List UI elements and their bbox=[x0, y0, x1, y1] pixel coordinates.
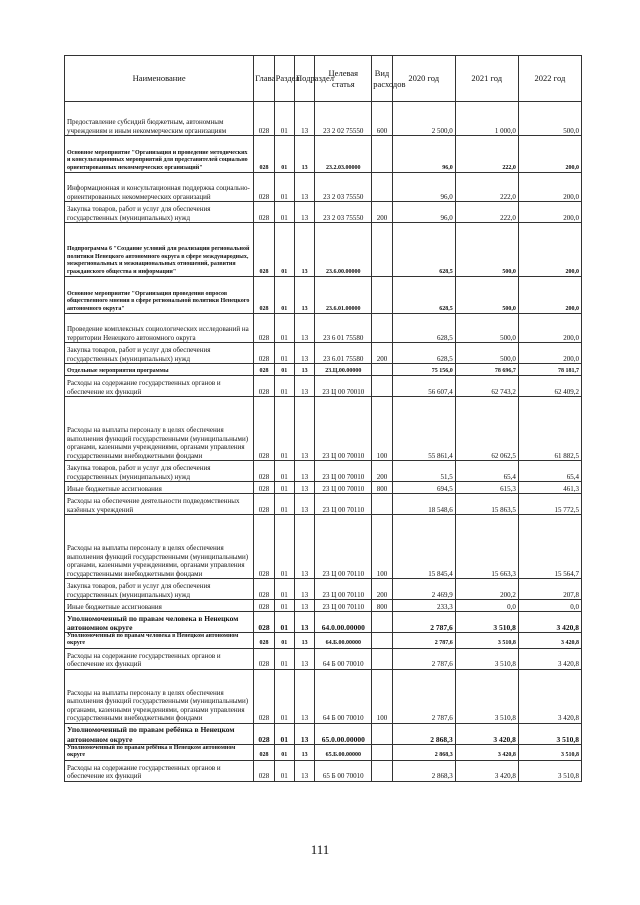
row-value-2020: 2 868,3 bbox=[392, 760, 455, 781]
row-value-2020: 2 787,6 bbox=[392, 648, 455, 669]
row-podrazdel: 13 bbox=[294, 482, 314, 494]
row-value-2022: 78 181,7 bbox=[518, 364, 581, 376]
row-article: 64.Б.00.00000 bbox=[315, 633, 372, 649]
row-name: Уполномоченный по правам человека в Ненецком автономном округе bbox=[65, 612, 254, 633]
row-value-2022: 3 510,8 bbox=[518, 744, 581, 760]
row-value-2022: 3 420,8 bbox=[518, 612, 581, 633]
row-razdel: 01 bbox=[274, 314, 294, 343]
row-value-2021: 62 062,5 bbox=[455, 397, 518, 461]
row-name: Отдельные мероприятия программы bbox=[65, 364, 254, 376]
row-value-2021: 500,0 bbox=[455, 314, 518, 343]
row-value-2020: 628,5 bbox=[392, 314, 455, 343]
row-razdel: 01 bbox=[274, 579, 294, 600]
row-value-2020: 2 868,3 bbox=[392, 744, 455, 760]
row-article: 23.2.03.00000 bbox=[315, 136, 372, 173]
table-body bbox=[65, 102, 582, 782]
row-value-2020: 2 500,0 bbox=[392, 102, 455, 136]
row-podrazdel: 13 bbox=[294, 633, 314, 649]
header-article: Целевая статья bbox=[315, 56, 372, 102]
row-value-2022: 200,0 bbox=[518, 136, 581, 173]
row-vid: 100 bbox=[372, 397, 392, 461]
row-name: Иные бюджетные ассигнования bbox=[65, 482, 254, 494]
row-razdel: 01 bbox=[274, 202, 294, 223]
row-value-2021: 15 863,5 bbox=[455, 494, 518, 515]
row-name: Закупка товаров, работ и услуг для обеспечения государственных (муниципальных) нужд bbox=[65, 461, 254, 482]
row-value-2021: 62 743,2 bbox=[455, 376, 518, 397]
row-value-2022: 200,0 bbox=[518, 314, 581, 343]
row-value-2020: 51,5 bbox=[392, 461, 455, 482]
table-row bbox=[65, 612, 582, 633]
row-value-2022: 200,0 bbox=[518, 277, 581, 314]
row-value-2021: 3 510,8 bbox=[455, 648, 518, 669]
table-row bbox=[65, 723, 582, 744]
row-value-2020: 15 845,4 bbox=[392, 515, 455, 579]
row-podrazdel: 13 bbox=[294, 397, 314, 461]
row-value-2022: 461,3 bbox=[518, 482, 581, 494]
row-glava: 028 bbox=[254, 376, 274, 397]
row-value-2021: 65,4 bbox=[455, 461, 518, 482]
row-podrazdel: 13 bbox=[294, 515, 314, 579]
row-glava: 028 bbox=[254, 648, 274, 669]
table-row bbox=[65, 102, 582, 136]
row-value-2021: 500,0 bbox=[455, 277, 518, 314]
row-podrazdel: 13 bbox=[294, 223, 314, 277]
row-article: 23 6.01 75580 bbox=[315, 343, 372, 364]
row-podrazdel: 13 bbox=[294, 760, 314, 781]
row-value-2022: 200,0 bbox=[518, 202, 581, 223]
row-podrazdel: 13 bbox=[294, 314, 314, 343]
row-value-2020: 628,5 bbox=[392, 223, 455, 277]
row-article: 64 Б 00 70010 bbox=[315, 648, 372, 669]
row-glava: 028 bbox=[254, 343, 274, 364]
row-article: 23 Ц 00 70110 bbox=[315, 579, 372, 600]
row-article: 65.0.00.00000 bbox=[315, 723, 372, 744]
row-glava: 028 bbox=[254, 223, 274, 277]
row-razdel: 01 bbox=[274, 223, 294, 277]
table-row bbox=[65, 648, 582, 669]
row-article: 23 Ц 00 70110 bbox=[315, 600, 372, 612]
row-podrazdel: 13 bbox=[294, 723, 314, 744]
row-podrazdel: 13 bbox=[294, 173, 314, 202]
table-row bbox=[65, 494, 582, 515]
row-name: Основное мероприятие "Организация и проведение методических и консультационных мероприятий для представителей социально ориентированных некоммерческих организаций" bbox=[65, 136, 254, 173]
table-row bbox=[65, 376, 582, 397]
row-razdel: 01 bbox=[274, 397, 294, 461]
row-vid bbox=[372, 223, 392, 277]
row-name: Уполномоченный по правам ребёнка в Ненецком автономном округе bbox=[65, 723, 254, 744]
row-razdel: 01 bbox=[274, 612, 294, 633]
row-value-2020: 2 469,9 bbox=[392, 579, 455, 600]
header-vid: Вид расходов bbox=[372, 56, 392, 102]
row-vid bbox=[372, 314, 392, 343]
row-vid: 200 bbox=[372, 461, 392, 482]
row-value-2021: 200,2 bbox=[455, 579, 518, 600]
table-row bbox=[65, 277, 582, 314]
row-razdel: 01 bbox=[274, 648, 294, 669]
row-vid bbox=[372, 760, 392, 781]
row-glava: 028 bbox=[254, 723, 274, 744]
row-glava: 028 bbox=[254, 744, 274, 760]
row-value-2022: 500,0 bbox=[518, 102, 581, 136]
table-row bbox=[65, 397, 582, 461]
row-glava: 028 bbox=[254, 482, 274, 494]
table-row bbox=[65, 314, 582, 343]
row-value-2022: 15 564,7 bbox=[518, 515, 581, 579]
row-vid bbox=[372, 612, 392, 633]
row-glava: 028 bbox=[254, 760, 274, 781]
row-name: Расходы на выплаты персоналу в целях обеспечения выполнения функций государственными (муниципальными) органами, казенными учреждениями, органами управления государственными внебюджетными фондами bbox=[65, 397, 254, 461]
row-glava: 028 bbox=[254, 277, 274, 314]
row-name: Закупка товаров, работ и услуг для обеспечения государственных (муниципальных) нужд bbox=[65, 343, 254, 364]
row-podrazdel: 13 bbox=[294, 494, 314, 515]
row-article: 23 2 02 75550 bbox=[315, 102, 372, 136]
table-row bbox=[65, 223, 582, 277]
row-value-2022: 200,0 bbox=[518, 173, 581, 202]
row-value-2020: 628,5 bbox=[392, 343, 455, 364]
row-glava: 028 bbox=[254, 202, 274, 223]
row-name: Подпрограмма 6 "Создание условий для реализации региональной политики Ненецкого автономного округа в сфере международных, межрегиональных и межнациональных отношений, развития гражданского общества и информации" bbox=[65, 223, 254, 277]
row-vid bbox=[372, 648, 392, 669]
row-value-2021: 3 510,8 bbox=[455, 612, 518, 633]
table-row bbox=[65, 744, 582, 760]
row-vid: 800 bbox=[372, 482, 392, 494]
row-value-2021: 500,0 bbox=[455, 223, 518, 277]
row-value-2022: 3 510,8 bbox=[518, 723, 581, 744]
row-razdel: 01 bbox=[274, 364, 294, 376]
row-name: Расходы на содержание государственных органов и обеспечение их функций bbox=[65, 760, 254, 781]
row-podrazdel: 13 bbox=[294, 600, 314, 612]
row-razdel: 01 bbox=[274, 494, 294, 515]
table-row bbox=[65, 515, 582, 579]
row-value-2022: 15 772,5 bbox=[518, 494, 581, 515]
row-value-2020: 96,0 bbox=[392, 202, 455, 223]
row-vid: 100 bbox=[372, 515, 392, 579]
row-value-2021: 1 000,0 bbox=[455, 102, 518, 136]
row-value-2020: 628,5 bbox=[392, 277, 455, 314]
row-value-2020: 694,5 bbox=[392, 482, 455, 494]
header-2020: 2020 год bbox=[392, 56, 455, 102]
row-name: Основное мероприятие "Организация проведения опросов общественного мнения в сфере региональной политики Ненецкого автономного округа" bbox=[65, 277, 254, 314]
row-article: 65.Б.00.00000 bbox=[315, 744, 372, 760]
row-podrazdel: 13 bbox=[294, 343, 314, 364]
row-glava: 028 bbox=[254, 515, 274, 579]
row-article: 23 Ц 00 70010 bbox=[315, 461, 372, 482]
row-name: Закупка товаров, работ и услуг для обеспечения государственных (муниципальных) нужд bbox=[65, 202, 254, 223]
table-row bbox=[65, 343, 582, 364]
row-value-2020: 2 787,6 bbox=[392, 612, 455, 633]
row-name: Проведение комплексных социологических исследований на территории Ненецкого автономного округа bbox=[65, 314, 254, 343]
row-razdel: 01 bbox=[274, 461, 294, 482]
row-value-2021: 222,0 bbox=[455, 173, 518, 202]
table-row bbox=[65, 173, 582, 202]
row-article: 23 2 03 75550 bbox=[315, 202, 372, 223]
row-article: 23 Ц 00 70010 bbox=[315, 397, 372, 461]
row-value-2022: 200,0 bbox=[518, 343, 581, 364]
table-row bbox=[65, 760, 582, 781]
row-razdel: 01 bbox=[274, 744, 294, 760]
row-vid bbox=[372, 136, 392, 173]
row-razdel: 01 bbox=[274, 102, 294, 136]
row-razdel: 01 bbox=[274, 482, 294, 494]
row-vid bbox=[372, 723, 392, 744]
row-razdel: 01 bbox=[274, 515, 294, 579]
row-name: Расходы на обеспечение деятельности подведомственных казённых учреждений bbox=[65, 494, 254, 515]
header-glava: Глава bbox=[254, 56, 274, 102]
row-razdel: 01 bbox=[274, 600, 294, 612]
row-podrazdel: 13 bbox=[294, 669, 314, 723]
row-glava: 028 bbox=[254, 494, 274, 515]
row-vid: 200 bbox=[372, 579, 392, 600]
row-name: Информационная и консультационная поддержка социально-ориентированных некоммерческих организаций bbox=[65, 173, 254, 202]
row-glava: 028 bbox=[254, 612, 274, 633]
row-name: Предоставление субсидий бюджетным, автономным учреждениям и иным некоммерческим организациям bbox=[65, 102, 254, 136]
row-value-2020: 2 787,6 bbox=[392, 669, 455, 723]
row-razdel: 01 bbox=[274, 136, 294, 173]
row-razdel: 01 bbox=[274, 277, 294, 314]
row-value-2021: 0,0 bbox=[455, 600, 518, 612]
row-article: 23.Ц.00.00000 bbox=[315, 364, 372, 376]
row-podrazdel: 13 bbox=[294, 648, 314, 669]
row-value-2022: 0,0 bbox=[518, 600, 581, 612]
row-value-2021: 222,0 bbox=[455, 202, 518, 223]
row-value-2021: 3 420,8 bbox=[455, 744, 518, 760]
row-podrazdel: 13 bbox=[294, 364, 314, 376]
row-glava: 028 bbox=[254, 364, 274, 376]
table-header-row bbox=[65, 56, 582, 102]
row-article: 23 Ц 00 70110 bbox=[315, 494, 372, 515]
row-glava: 028 bbox=[254, 102, 274, 136]
header-2021: 2021 год bbox=[455, 56, 518, 102]
header-2022: 2022 год bbox=[518, 56, 581, 102]
row-glava: 028 bbox=[254, 461, 274, 482]
row-glava: 028 bbox=[254, 579, 274, 600]
row-razdel: 01 bbox=[274, 669, 294, 723]
table-row bbox=[65, 202, 582, 223]
row-podrazdel: 13 bbox=[294, 579, 314, 600]
row-value-2020: 96,0 bbox=[392, 173, 455, 202]
row-article: 23.6.00.00000 bbox=[315, 223, 372, 277]
row-value-2022: 200,0 bbox=[518, 223, 581, 277]
row-value-2020: 55 861,4 bbox=[392, 397, 455, 461]
row-podrazdel: 13 bbox=[294, 744, 314, 760]
row-value-2021: 3 420,8 bbox=[455, 760, 518, 781]
row-podrazdel: 13 bbox=[294, 277, 314, 314]
row-article: 64.0.00.00000 bbox=[315, 612, 372, 633]
row-value-2022: 62 409,2 bbox=[518, 376, 581, 397]
row-value-2020: 2 868,3 bbox=[392, 723, 455, 744]
row-value-2022: 3 420,8 bbox=[518, 633, 581, 649]
row-podrazdel: 13 bbox=[294, 376, 314, 397]
row-vid bbox=[372, 494, 392, 515]
row-value-2021: 500,0 bbox=[455, 343, 518, 364]
row-glava: 028 bbox=[254, 669, 274, 723]
row-value-2021: 222,0 bbox=[455, 136, 518, 173]
row-value-2021: 15 663,3 bbox=[455, 515, 518, 579]
table-row bbox=[65, 579, 582, 600]
row-article: 23.6.01.00000 bbox=[315, 277, 372, 314]
row-razdel: 01 bbox=[274, 723, 294, 744]
row-podrazdel: 13 bbox=[294, 102, 314, 136]
row-vid: 100 bbox=[372, 669, 392, 723]
row-article: 23 2 03 75550 bbox=[315, 173, 372, 202]
row-vid bbox=[372, 364, 392, 376]
table-row bbox=[65, 633, 582, 649]
row-podrazdel: 13 bbox=[294, 461, 314, 482]
row-name: Расходы на выплаты персоналу в целях обеспечения выполнения функций государственными (муниципальными) органами, казенными учреждениями, органами управления государственными внебюджетными фондами bbox=[65, 515, 254, 579]
row-glava: 028 bbox=[254, 173, 274, 202]
row-razdel: 01 bbox=[274, 173, 294, 202]
page-number: 111 bbox=[310, 842, 330, 857]
row-vid bbox=[372, 633, 392, 649]
row-glava: 028 bbox=[254, 633, 274, 649]
table-row bbox=[65, 461, 582, 482]
row-article: 65 Б 00 70010 bbox=[315, 760, 372, 781]
row-name: Уполномоченный по правам человека в Ненецком автономном округе bbox=[65, 633, 254, 649]
row-value-2020: 2 787,6 bbox=[392, 633, 455, 649]
row-article: 23 Ц 00 70010 bbox=[315, 482, 372, 494]
row-value-2022: 3 420,8 bbox=[518, 669, 581, 723]
row-article: 23 Ц 00 70010 bbox=[315, 376, 372, 397]
table-row bbox=[65, 600, 582, 612]
row-vid: 800 bbox=[372, 600, 392, 612]
row-value-2020: 96,0 bbox=[392, 136, 455, 173]
row-name: Закупка товаров, работ и услуг для обеспечения государственных (муниципальных) нужд bbox=[65, 579, 254, 600]
table-row bbox=[65, 136, 582, 173]
row-vid: 200 bbox=[372, 343, 392, 364]
row-article: 64 Б 00 70010 bbox=[315, 669, 372, 723]
row-article: 23 6 01 75580 bbox=[315, 314, 372, 343]
budget-table bbox=[64, 55, 582, 782]
table-row bbox=[65, 669, 582, 723]
row-value-2021: 615,3 bbox=[455, 482, 518, 494]
row-name: Иные бюджетные ассигнования bbox=[65, 600, 254, 612]
row-value-2020: 233,3 bbox=[392, 600, 455, 612]
row-vid bbox=[372, 173, 392, 202]
row-vid bbox=[372, 376, 392, 397]
row-value-2021: 3 510,8 bbox=[455, 669, 518, 723]
row-vid bbox=[372, 744, 392, 760]
row-value-2022: 61 882,5 bbox=[518, 397, 581, 461]
row-value-2022: 3 420,8 bbox=[518, 648, 581, 669]
header-podrazdel: Подраздел bbox=[294, 56, 314, 102]
row-value-2021: 3 420,8 bbox=[455, 723, 518, 744]
row-name: Расходы на содержание государственных органов и обеспечение их функций bbox=[65, 376, 254, 397]
row-name: Расходы на выплаты персоналу в целях обеспечения выполнения функций государственными (муниципальными) органами, казенными учреждениями, органами управления государственными внебюджетными фондами bbox=[65, 669, 254, 723]
row-podrazdel: 13 bbox=[294, 612, 314, 633]
row-value-2021: 3 510,8 bbox=[455, 633, 518, 649]
row-value-2021: 78 696,7 bbox=[455, 364, 518, 376]
row-value-2020: 18 548,6 bbox=[392, 494, 455, 515]
header-razdel: Раздел bbox=[274, 56, 294, 102]
row-podrazdel: 13 bbox=[294, 136, 314, 173]
row-razdel: 01 bbox=[274, 343, 294, 364]
row-value-2022: 207,8 bbox=[518, 579, 581, 600]
row-razdel: 01 bbox=[274, 760, 294, 781]
row-name: Уполномоченный по правам ребёнка в Ненецком автономном округе bbox=[65, 744, 254, 760]
header-name: Наименование bbox=[65, 56, 254, 102]
table-row bbox=[65, 364, 582, 376]
row-vid bbox=[372, 277, 392, 314]
row-vid: 200 bbox=[372, 202, 392, 223]
row-article: 23 Ц 00 70110 bbox=[315, 515, 372, 579]
row-glava: 028 bbox=[254, 600, 274, 612]
row-glava: 028 bbox=[254, 136, 274, 173]
table-row bbox=[65, 482, 582, 494]
row-podrazdel: 13 bbox=[294, 202, 314, 223]
row-value-2022: 3 510,8 bbox=[518, 760, 581, 781]
row-value-2020: 56 607,4 bbox=[392, 376, 455, 397]
row-glava: 028 bbox=[254, 314, 274, 343]
row-value-2020: 75 156,0 bbox=[392, 364, 455, 376]
row-glava: 028 bbox=[254, 397, 274, 461]
row-razdel: 01 bbox=[274, 633, 294, 649]
row-name: Расходы на содержание государственных органов и обеспечение их функций bbox=[65, 648, 254, 669]
row-vid: 600 bbox=[372, 102, 392, 136]
row-razdel: 01 bbox=[274, 376, 294, 397]
row-value-2022: 65,4 bbox=[518, 461, 581, 482]
